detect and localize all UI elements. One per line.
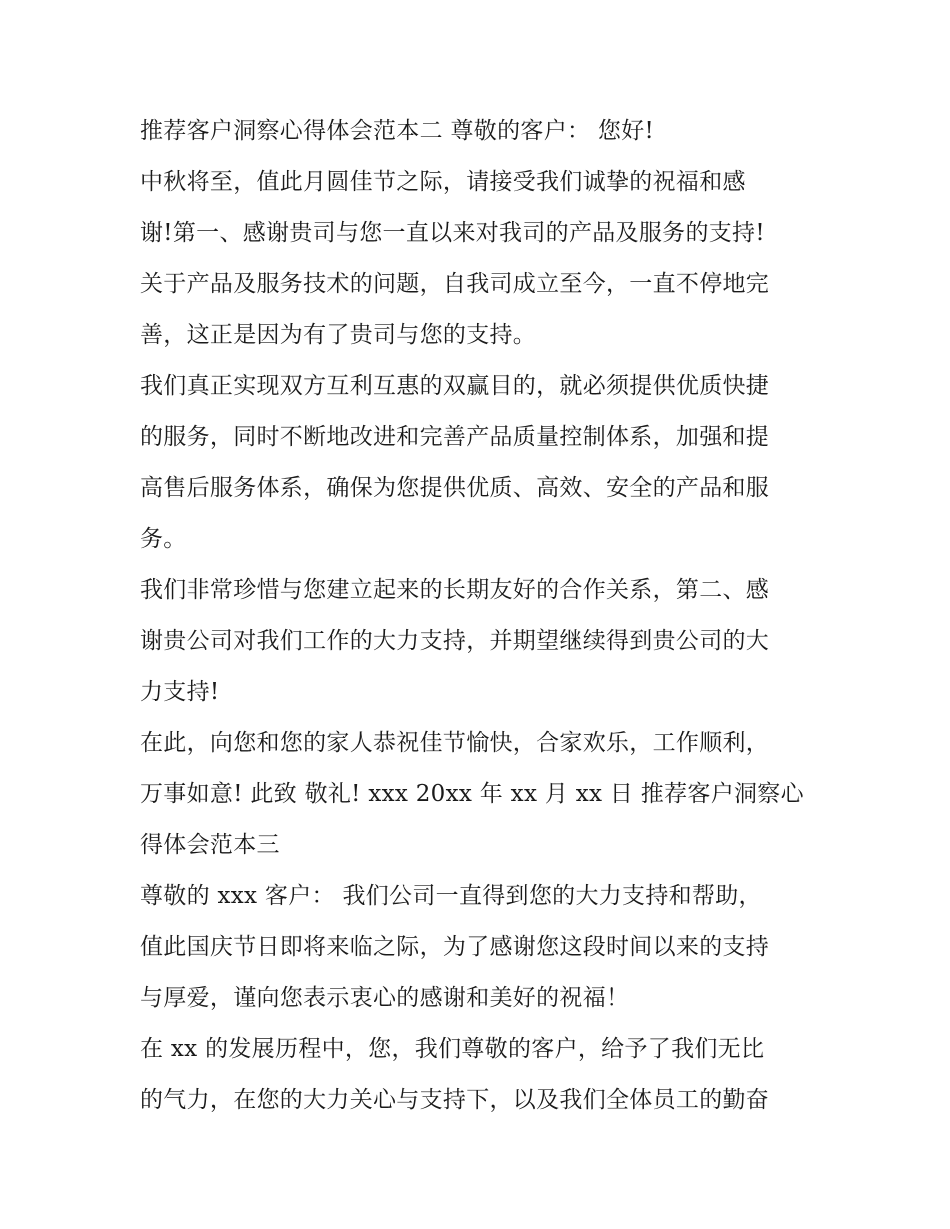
text-line: 得体会范本三 bbox=[140, 832, 280, 858]
text-line: 的气力，在您的大力关心与支持下，以及我们全体员工的勤奋 bbox=[140, 1087, 770, 1113]
text-line: 在 xx 的发展历程中，您，我们尊敬的客户，给予了我们无比 bbox=[140, 1036, 765, 1062]
text-line: 力支持! bbox=[140, 679, 220, 705]
text-line: 关于产品及服务技术的问题，自我司成立至今，一直不停地完 bbox=[140, 271, 770, 297]
text-line: 推荐客户洞察心得体会范本二 尊敬的客户： 您好! bbox=[140, 118, 655, 144]
text-line: 与厚爱，谨向您表示衷心的感谢和美好的祝福！ bbox=[140, 985, 630, 1011]
text-line: 中秋将至，值此月圆佳节之际，请接受我们诚挚的祝福和感 bbox=[140, 169, 746, 195]
text-line: 值此国庆节日即将来临之际，为了感谢您这段时间以来的支持 bbox=[140, 934, 770, 960]
document-body bbox=[140, 106, 820, 1126]
text-line: 的服务，同时不断地改进和完善产品质量控制体系，加强和提 bbox=[140, 424, 770, 450]
text-line: 善，这正是因为有了贵司与您的支持。 bbox=[140, 322, 537, 348]
text-line: 我们非常珍惜与您建立起来的长期友好的合作关系，第二、感 bbox=[140, 577, 770, 603]
text-line: 万事如意! 此致 敬礼! xxx 20xx 年 xx 月 xx 日 推荐客户洞察心 bbox=[140, 781, 804, 807]
text-line: 高售后服务体系，确保为您提供优质、高效、安全的产品和服 bbox=[140, 475, 770, 501]
text-line: 谢!第一、感谢贵司与您一直以来对我司的产品及服务的支持! bbox=[140, 220, 765, 246]
text-line: 尊敬的 xxx 客户： 我们公司一直得到您的大力支持和帮助， bbox=[140, 883, 762, 909]
text-line: 我们真正实现双方互利互惠的双赢目的，就必须提供优质快捷 bbox=[140, 373, 770, 399]
text-line: 务。 bbox=[140, 526, 187, 552]
text-line: 在此，向您和您的家人恭祝佳节愉快，合家欢乐，工作顺利， bbox=[140, 730, 770, 756]
text-line: 谢贵公司对我们工作的大力支持，并期望继续得到贵公司的大 bbox=[140, 628, 770, 654]
